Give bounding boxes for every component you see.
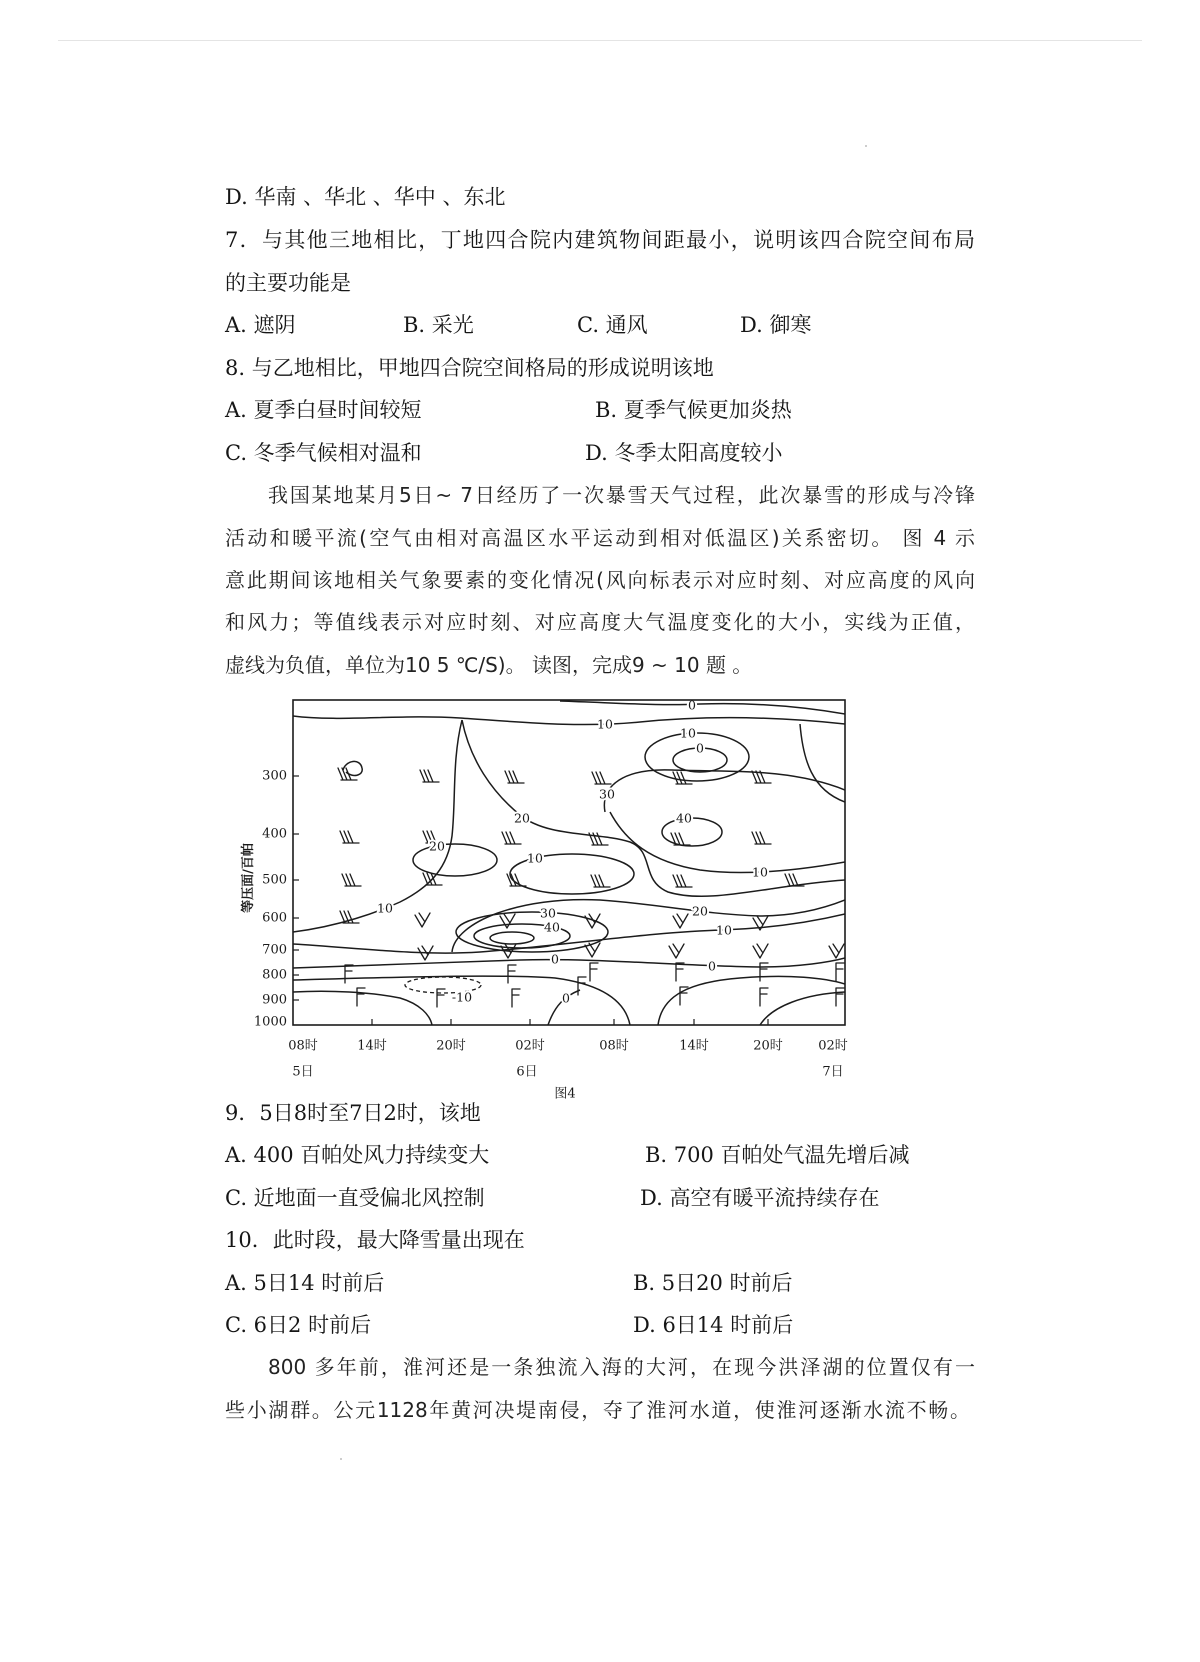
x-axis-labels [288, 1039, 848, 1102]
x-tick-label: 08时 [288, 1038, 318, 1054]
wind-barb [437, 989, 445, 1007]
y-tick-label: 1000 [253, 1014, 287, 1030]
wind-barbs [338, 768, 844, 1007]
day-label: 7日 [822, 1064, 844, 1080]
passage-huai-line-1: 800 多年前，淮河还是一条独流入海的大河，在现今洪泽湖的位置仅有一 [268, 1355, 975, 1379]
wind-barb [829, 944, 844, 958]
wind-barb [590, 963, 598, 981]
passage-huai-line-2: 些小湖群。公元1128年黄河决堤南侵，夺了淮河水道，使淮河逐渐水流不畅。 [225, 1398, 970, 1422]
wind-barb [591, 875, 610, 887]
contour-label: 20 [514, 810, 530, 826]
contour-label: 20 [692, 903, 708, 919]
wind-barb [505, 771, 524, 783]
wind-barb [592, 772, 611, 784]
wind-barb [836, 988, 844, 1006]
contour-label: 10 [680, 725, 696, 741]
question-8-option-d: D. 冬季太阳高度较小 [585, 441, 783, 465]
passage-snow-line-4: 和风力；等值线表示对应时刻、对应高度大气温度变化的大小，实线为正值， [225, 610, 975, 634]
wind-barb [502, 832, 521, 844]
scan-speck [865, 145, 867, 147]
contour-label: 40 [544, 919, 560, 935]
wind-barb [500, 914, 515, 928]
contour-label: 0 [551, 951, 559, 967]
passage-snow-line-2: 活动和暖平流(空气由相对高温区水平运动到相对低温区)关系密切。 图 4 示 [225, 526, 975, 550]
x-tick-label: 02时 [818, 1038, 848, 1054]
wind-barb [673, 772, 692, 784]
x-tick-label: 14时 [679, 1038, 709, 1054]
day-label: 6日 [516, 1064, 538, 1080]
contour-line [490, 932, 534, 944]
contour-label: -10 [451, 989, 473, 1005]
contour-line [800, 724, 845, 802]
contour-label: 10 [527, 850, 543, 866]
y-tick-label: 500 [262, 872, 287, 888]
wind-barb [512, 989, 520, 1007]
wind-barb [760, 963, 768, 981]
y-tick-label: 600 [262, 910, 287, 926]
question-9-option-a: A. 400 百帕处风力持续变大 [225, 1143, 490, 1167]
wind-barb [415, 913, 430, 927]
wind-barb [673, 875, 692, 887]
contour-label: 10 [716, 922, 732, 938]
contour-line [560, 701, 845, 714]
passage-snow-line-5: 虚线为负值，单位为10 5 ℃/S)。 读图，完成9 ~ 10 题 。 [225, 653, 753, 677]
y-axis-ticks [293, 776, 299, 1000]
y-axis-title: 等压面/百帕 [241, 843, 256, 913]
wind-barb [578, 977, 586, 995]
question-6-option-d: D. 华南 、华北 、华中 、东北 [225, 185, 506, 209]
contour-label: 0 [708, 958, 716, 974]
passage-snow-line-3: 意此期间该地相关气象要素的变化情况(风向标表示对应时刻、对应高度的风向 [225, 568, 975, 592]
contour-label: 10 [752, 864, 768, 880]
contour-line [662, 818, 722, 846]
contour-line [610, 812, 845, 872]
wind-barb [420, 770, 439, 782]
y-axis-labels [254, 769, 287, 1030]
wind-barb [340, 831, 359, 843]
contour-label: 10 [597, 716, 613, 732]
y-tick-label: 900 [262, 992, 287, 1008]
y-tick-label: 300 [262, 768, 287, 784]
question-10-option-a: A. 5日14 时前后 [225, 1271, 385, 1295]
contour-line [293, 716, 845, 725]
question-9-stem: 9．5日8时至7日2时，该地 [225, 1101, 481, 1125]
question-10-stem: 10．此时段，最大降雪量出现在 [225, 1228, 525, 1252]
contour-label: 10 [377, 900, 393, 916]
question-9-option-c: C. 近地面一直受偏北风控制 [225, 1186, 485, 1210]
contour-label: 20 [429, 838, 445, 854]
question-8-option-a: A. 夏季白昼时间较短 [225, 398, 422, 422]
wind-barb [752, 832, 771, 844]
contour-line [413, 844, 497, 876]
question-9-option-b: B. 700 百帕处气温先增后减 [645, 1143, 910, 1167]
question-10-option-d: D. 6日14 时前后 [633, 1313, 794, 1337]
figure-4-contour-chart [230, 690, 860, 1110]
day-label: 5日 [292, 1064, 314, 1080]
contour-labels [377, 698, 768, 1006]
wind-barb [676, 963, 684, 981]
wind-barb [342, 874, 361, 886]
contour-label: 0 [688, 697, 696, 713]
contour-label: 0 [696, 740, 704, 756]
x-tick-label: 08时 [599, 1038, 629, 1054]
passage-snow-line-1: 我国某地某月5日~ 7日经历了一次暴雪天气过程，此次暴雪的形成与冷锋 [268, 483, 975, 507]
wind-barb [345, 965, 353, 983]
contour-line [760, 992, 845, 1025]
contour-line [293, 991, 432, 1025]
question-8-option-b: B. 夏季气候更加炎热 [595, 398, 792, 422]
contour-line [604, 770, 845, 812]
question-7-option-a: A. 遮阴 [225, 313, 296, 337]
question-10-option-c: C. 6日2 时前后 [225, 1313, 372, 1337]
x-tick-label: 20时 [753, 1038, 783, 1054]
question-8-option-c: C. 冬季气候相对温和 [225, 441, 422, 465]
contour-label: 40 [676, 810, 692, 826]
question-7-stem-line-1: 7．与其他三地相比，丁地四合院内建筑物间距最小，说明该四合院空间布局 [225, 228, 975, 252]
figure-caption: 图4 [554, 1086, 576, 1102]
page-top-rule [58, 40, 1142, 41]
wind-barb [836, 963, 844, 981]
contour-label: 0 [562, 990, 570, 1006]
question-7-option-b: B. 采光 [403, 313, 474, 337]
y-tick-label: 700 [262, 942, 287, 958]
question-7-stem-line-2: 的主要功能是 [225, 271, 351, 295]
x-tick-label: 14时 [357, 1038, 387, 1054]
wind-barb [508, 965, 516, 983]
question-8-stem: 8. 与乙地相比，甲地四合院空间格局的形成说明该地 [225, 356, 714, 380]
x-tick-label: 02时 [515, 1038, 545, 1054]
y-tick-label: 800 [262, 967, 287, 983]
question-9-option-d: D. 高空有暖平流持续存在 [640, 1186, 880, 1210]
wind-barb [585, 914, 600, 928]
contour-line [658, 976, 845, 1025]
wind-barb [669, 944, 684, 958]
wind-barb [673, 914, 688, 928]
contour-label: 30 [540, 905, 556, 921]
question-7-option-d: D. 御寒 [740, 313, 812, 337]
wind-barb [357, 988, 365, 1006]
contour-lines [293, 701, 845, 1025]
wind-barb [760, 988, 768, 1006]
question-10-option-b: B. 5日20 时前后 [633, 1271, 793, 1295]
contour-label: 30 [599, 786, 615, 802]
scan-speck [340, 1458, 342, 1460]
wind-barb [753, 944, 768, 958]
y-tick-label: 400 [262, 826, 287, 842]
x-tick-label: 20时 [436, 1038, 466, 1054]
question-7-option-c: C. 通风 [577, 313, 648, 337]
